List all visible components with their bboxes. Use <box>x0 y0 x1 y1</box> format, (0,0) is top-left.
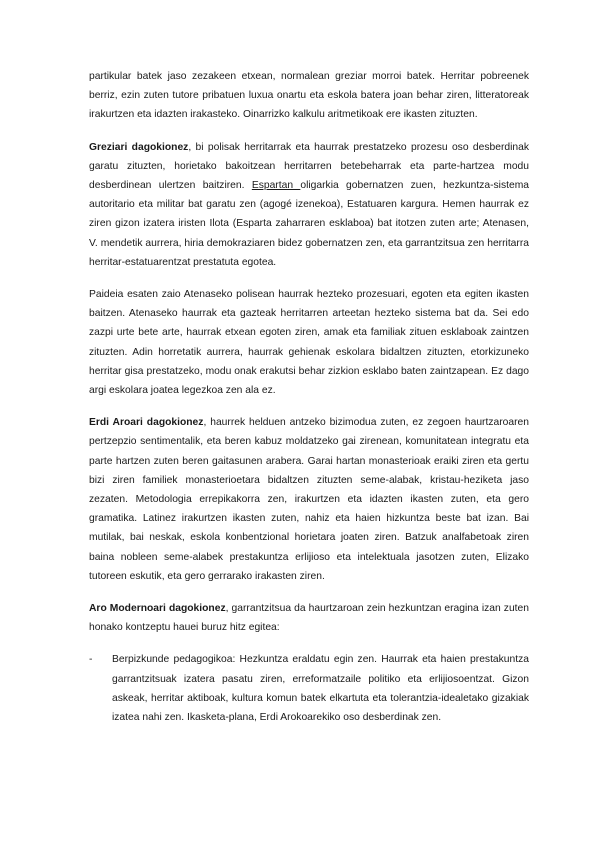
paragraph-text: Paideia esaten zaio Atenaseko polisean haurrak hezteko prozesuari, egoten eta egiten ikasten baitzen. Atenaseko haurrak eta gazteak herritarren arteetan hezteko sistema bat da. Sei edo zazpi urte bete arte, haurrak etxean egoten ziren, amak eta familiak zituen esklaboak zaintzen zituzten. Adin horretatik aurrera, haurrak gehienak eskolara bidaltzen zituzten, etorkizuneko herritar gisa prestatzeko, modu onak erakutsi behar zizkion esklabo baten zaintzapean. Ez dago argi eskolara joatea legezkoa zen ala ez. <box>89 289 529 397</box>
paragraph-private-tutors <box>89 67 529 125</box>
paragraph-paideia <box>89 285 529 400</box>
concept-list <box>89 650 529 727</box>
list-dash: - <box>89 654 93 666</box>
paragraph-text: partikular batek jaso zezakeen etxean, normalean greziar morroi batek. Herritar pobreenek berriz, ezin zuten tutore pribatuen luxua onartu eta eskola batera joan behar ziren, litteratoreak irakurtzen eta idazten irakasteko. Oinarrizko kalkulu aritmetikoak ere ikasten zituzten. <box>89 71 529 121</box>
paragraph-text: , bi polisak herritarrak eta haurrak prestatzeko prozesu oso desberdinak garatu zituzten, horietako bakoitzean herritarren betebeharrak eta parte-hartzea modu desberdinean ulertzen baitziren. <box>89 141 529 192</box>
paragraph-text: , garrantzitsua da haurtzaroan zein hezkuntzan eragina izan zuten honako kontzeptu hauei buruz hitz egitea: <box>89 603 529 634</box>
list-item <box>89 650 529 727</box>
section-lead-modern-age: Aro Modernoari dagokionez <box>89 603 226 615</box>
underlined-term-espartan: Espartan <box>251 180 301 192</box>
paragraph-greece <box>89 138 529 272</box>
paragraph-middle-ages <box>89 413 529 586</box>
list-item-text: Berpizkunde pedagogikoa: Hezkuntza eraldatu egin zen. Haurrak eta haien prestakuntza garrantzitsuak izatera pasatu ziren, erreformatzaile politiko eta erlijiosoentzat. Gizon askeak, herritar aktiboak, kultura komun batek elkartuta eta tolerantzia-idealetako gizakiak izatea nahi zen. Ikasketa-plana, Erdi Arokoarekiko oso desberdinak zen. <box>112 654 529 724</box>
paragraph-modern-age <box>89 599 529 637</box>
paragraph-text: oligarkia gobernatzen zuen, hezkuntza-sistema autoritario eta militar bat garatu zen (agogé izenekoa), Estatuaren kargura. Hemen haurrak ez ziren gizon izatera iristen Ilota (Esparta zaharraren esklaboa) bat itotzen zuten arte; Atenasen, V. mendetik aurrera, hiria demokraziaren bidez gobernatzen zen, eta garrantzitsua zen herritarra herritar-estatuarentzat prestatuta egotea. <box>89 180 530 268</box>
section-lead-greece: Greziari dagokionez <box>89 141 189 153</box>
section-lead-middle-ages: Erdi Aroari dagokionez <box>89 417 204 429</box>
paragraph-text: , haurrek helduen antzeko bizimodua zuten, ez zegoen haurtzaroaren pertzepzio sentimentalik, eta beren kabuz moldatzeko gai zirenean, komunitatean integratu eta parte hartzen zuten beren gaitasunen arabera. Garai hartan monasterioak eraiki ziren eta gertu bizi ziren familiek monasterioetara bidaltzen zituzten seme-alabak, kristau-heziketa jaso zezaten. Metodologia errepikakorra zen, irakurtzen eta idazten ikasten zuten, eta gero gramatika. Latinez irakurtzen ikasten zuten, nahiz eta haien hizkuntza beste bat izan. Bai mutilak, bai neskak, eskola konbentzional horietara joaten ziren. Batzuk analfabetoak ziren baina nobleen seme-alabek prestakuntza erlijioso eta intelektuala jasotzen zuten, Elizako tutoreen eskutik, eta gero gerrarako irakasten ziren. <box>89 417 529 582</box>
